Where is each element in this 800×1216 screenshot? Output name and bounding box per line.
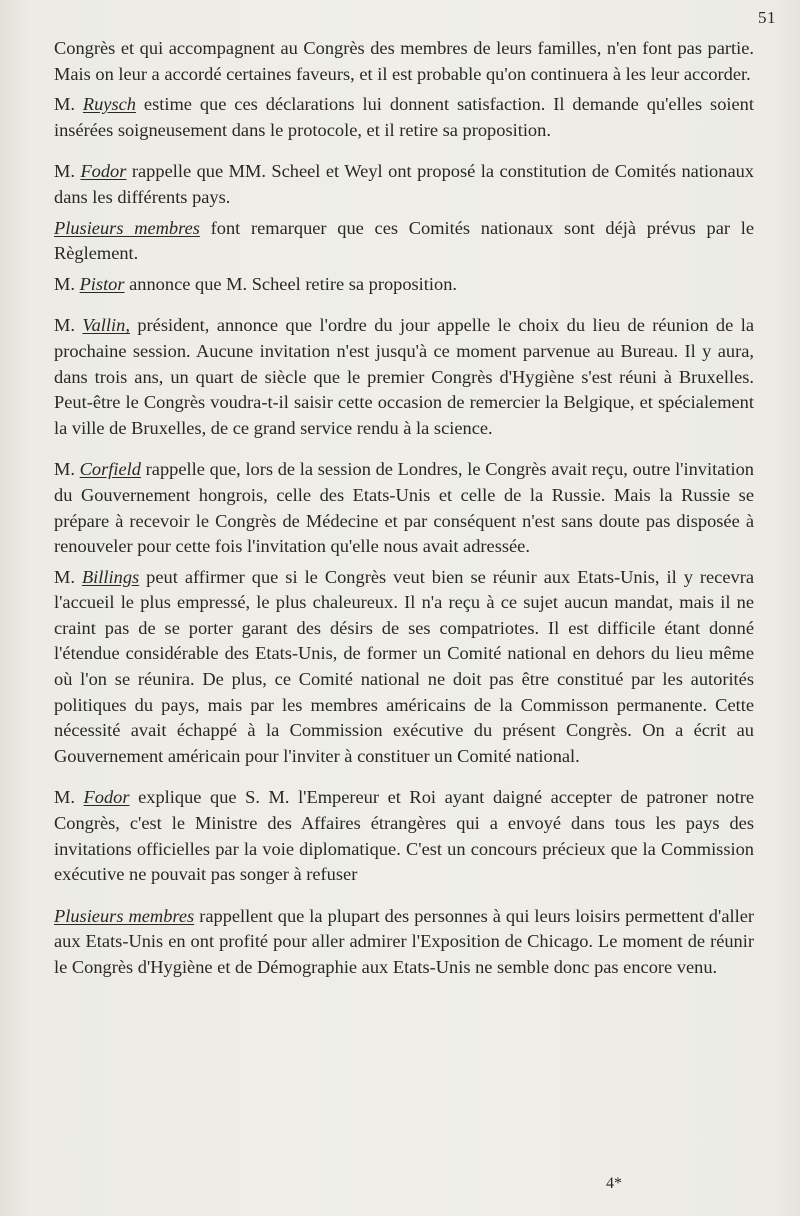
paragraph-9-text: explique que S. M. l'Empereur et Roi ayant daigné accepter de patroner notre Congrès, c'est le Ministre des Affaires étrangères qui a envoyé dans tous les pays des invitations officielles par la voie diplomatique. C'est un concours précieux que la Commission exécutive ne pouvait pas songer à refuser <box>54 787 754 885</box>
paragraph-9 <box>54 785 754 887</box>
paragraph-8-text: peut affirmer que si le Congrès veut bien se réunir aux Etats-Unis, il y recevra l'accueil le plus empressé, le plus chaleureux. Il n'a reçu à ce sujet aucun mandat, mais il ne craint pas de se porter garant des désirs de ses compatriotes. Il est difficile étant donné l'étendue considérable des Etats-Unis, de former un Comité national en dehors du lieu même où l'on se réunira. De plus, ce Comité national ne doit pas être constitué par les autorités politiques du pays, mais par les membres américains de la Commisson permanente. Cette nécessité avait échappé à la Commission exécutive du présent Congrès. On a écrit au Gouvernement américain pour l'inviter à constituer un Comité national. <box>54 566 754 766</box>
paragraph-1-text: Congrès et qui accompagnent au Congrès des membres de leurs familles, n'en font pas partie. Mais on leur a accordé certaines faveurs, et il est probable qu'on continuera à les leur accorder. <box>54 38 754 84</box>
paragraph-3-prefix: M. <box>54 161 81 182</box>
paragraph-9-prefix: M. <box>54 787 84 808</box>
paragraph-3 <box>54 159 754 210</box>
paragraph-3-speaker: Fodor <box>80 161 127 182</box>
paragraph-7 <box>54 457 754 559</box>
paragraph-2-speaker: Ruysch <box>82 94 136 115</box>
paragraph-6-prefix: M. <box>54 315 83 336</box>
paragraph-10-speaker: Plusieurs membres <box>54 905 195 926</box>
signature-mark: 4* <box>606 1175 622 1192</box>
paragraph-4-speaker: Plusieurs membres <box>54 217 200 238</box>
paragraph-3-text: rappelle que MM. Scheel et Weyl ont proposé la constitution de Comités nationaux dans les différents pays. <box>54 161 754 207</box>
paragraph-9-speaker: Fodor <box>83 787 130 808</box>
paragraph-7-speaker: Corfield <box>79 459 141 480</box>
paragraph-1 <box>54 36 754 87</box>
paragraph-2-prefix: M. <box>54 94 83 115</box>
paragraph-10-text: rappellent que la plupart des personnes à qui leurs loisirs permettent d'aller aux Etats-Unis en ont profité pour aller admirer l'Exposition de Chicago. Le moment de réunir le Congrès d'Hygiène et de Démographie aux Etats-Unis ne semble donc pas encore venu. <box>54 905 754 977</box>
paragraph-5-prefix: M. <box>54 273 80 294</box>
page-number: 51 <box>758 8 776 27</box>
paragraph-6 <box>54 313 754 441</box>
paragraph-7-prefix: M. <box>54 459 80 480</box>
paragraph-4-text: font remarquer que ces Comités nationaux sont déjà prévus par le Règlement. <box>54 217 754 264</box>
paragraph-8-speaker: Billings <box>81 566 140 587</box>
paragraph-2 <box>54 92 754 143</box>
paragraph-10 <box>54 904 754 981</box>
paragraph-7-text: rappelle que, lors de la session de Londres, le Congrès avait reçu, outre l'invitation du Gouvernement hongrois, celle des Etats-Unis et celle de la Russie. Mais la Russie se prépare à recevoir le Congrès de Médecine et par conséquent n'est sans doute pas disposée à renouveler pour cette fois l'invitation qu'elle nous avait adressée. <box>54 459 754 557</box>
paragraph-8-prefix: M. <box>54 566 82 587</box>
paragraph-6-speaker: Vallin, <box>82 315 130 336</box>
paragraph-8 <box>54 565 754 770</box>
paragraph-5-speaker: Pistor <box>79 273 125 294</box>
paragraph-6-text: président, annonce que l'ordre du jour appelle le choix du lieu de réunion de la prochaine session. Aucune invitation n'est jusqu'à ce moment parvenue au Bureau. Il y aura, dans trois ans, un quart de siècle que le premier Congrès d'Hygiène s'est réuni à Bruxelles. Peut-être le Congrès voudra-t-il saisir cette occasion de remercier la Belgique, et spécialement la ville de Bruxelles, de ce grand service rendu à la science. <box>54 315 754 438</box>
body-text <box>54 36 754 981</box>
paragraph-2-text: estime que ces déclarations lui donnent satisfaction. Il demande qu'elles soient insérées soigneusement dans le protocole, et il retire sa proposition. <box>54 94 754 140</box>
paragraph-4 <box>54 216 754 267</box>
paragraph-5 <box>54 272 754 298</box>
paragraph-5-text: annonce que M. Scheel retire sa proposition. <box>124 273 457 294</box>
